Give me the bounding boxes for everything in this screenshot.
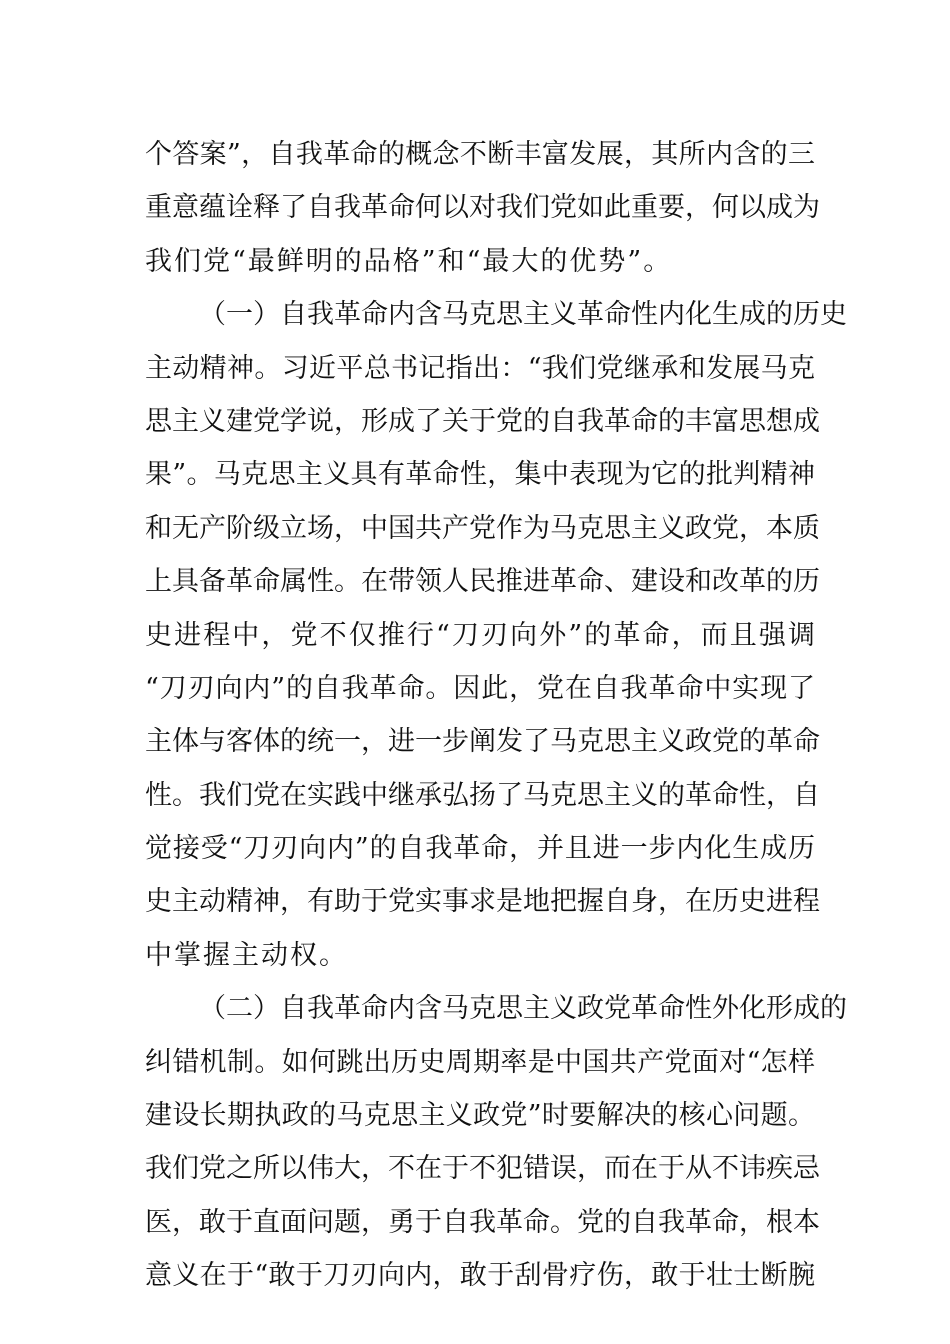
text-line: 主体与客体的统一，进一步阐发了马克思主义政党的革命 <box>145 726 820 758</box>
text-line: 纠错机制。如何跳出历史周期率是中国共产党面对“怎样 <box>145 1046 815 1078</box>
text-line: 医，敢于直面问题，勇于自我革命。党的自我革命，根本 <box>145 1206 820 1238</box>
text-line: 和无产阶级立场，中国共产党作为马克思主义政党，本质 <box>145 512 820 544</box>
text-line: （二）自我革命内含马克思主义政党革命性外化形成的 <box>199 993 847 1025</box>
text-line: 性。我们党在实践中继承弘扬了马克思主义的革命性，自 <box>145 779 820 811</box>
text-line: 思主义建党学说，形成了关于党的自我革命的丰富思想成 <box>145 405 820 437</box>
text-line: 建设长期执政的马克思主义政党”时要解决的核心问题。 <box>145 1100 815 1132</box>
text-line: 主动精神。习近平总书记指出：“我们党继承和发展马克 <box>145 352 815 384</box>
text-line: 上具备革命属性。在带领人民推进革命、建设和改革的历 <box>145 566 820 598</box>
text-line: 果”。马克思主义具有革命性，集中表现为它的批判精神 <box>145 459 815 491</box>
text-line: 觉接受“刀刃向内”的自我革命，并且进一步内化生成历 <box>145 833 815 865</box>
text-line: 史进程中，党不仅推行“刀刃向外”的革命，而且强调 <box>145 619 815 651</box>
text-line: 我们党之所以伟大，不在于不犯错误，而在于从不讳疾忌 <box>145 1153 820 1185</box>
text-line: 史主动精神，有助于党实事求是地把握自身，在历史进程 <box>145 886 820 918</box>
text-line: “刀刃向内”的自我革命。因此，党在自我革命中实现了 <box>145 672 815 704</box>
text-line: 中掌握主动权。 <box>145 939 348 971</box>
text-line: （一）自我革命内含马克思主义革命性内化生成的历史 <box>199 299 847 331</box>
text-line: 个答案”，自我革命的概念不断丰富发展，其所内含的三 <box>145 139 815 170</box>
text-line: 我们党“最鲜明的品格”和“最大的优势”。 <box>145 245 673 277</box>
document-body <box>145 128 847 1303</box>
text-line: 意义在于“敢于刀刃向内，敢于刮骨疗伤，敢于壮士断腕 <box>145 1260 815 1292</box>
text-line: 重意蕴诠释了自我革命何以对我们党如此重要，何以成为 <box>145 192 820 224</box>
